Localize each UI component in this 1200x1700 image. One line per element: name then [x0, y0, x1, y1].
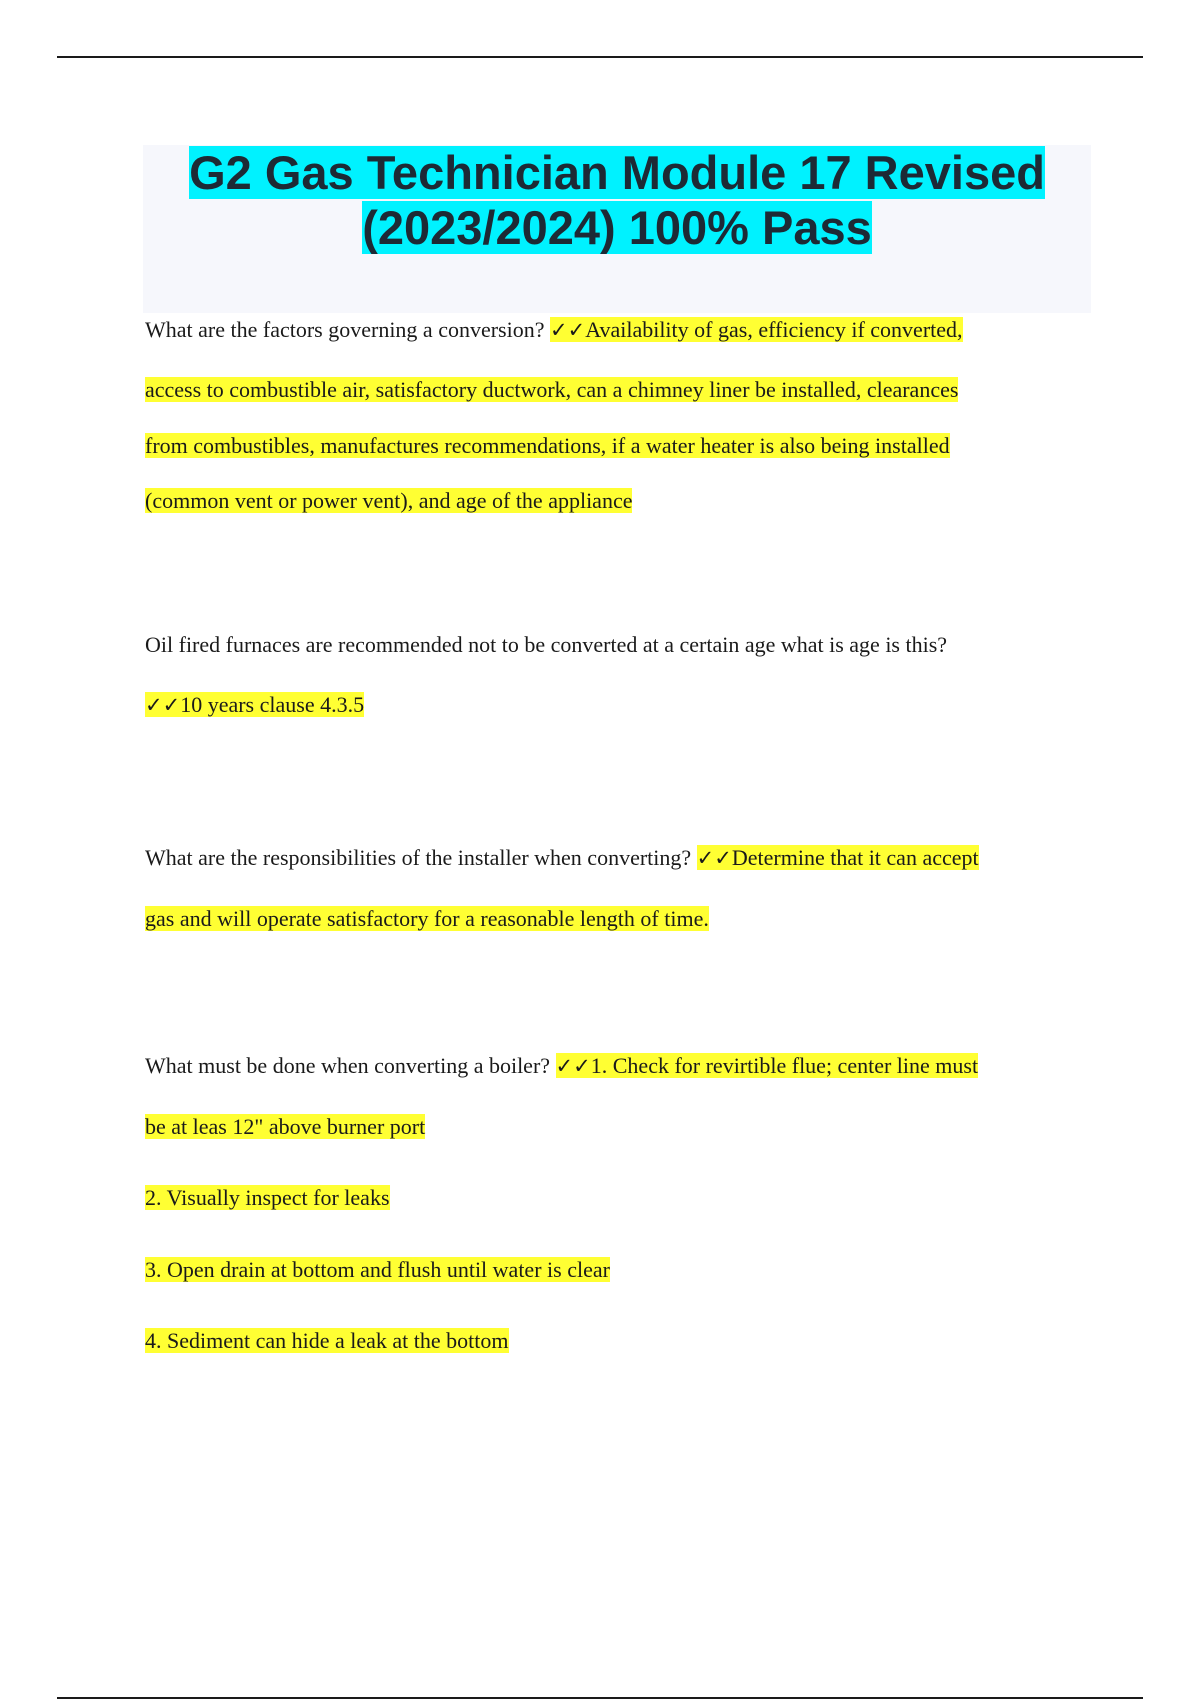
check-icon: ✓✓	[550, 318, 586, 342]
qa-3-line-2	[145, 904, 709, 934]
check-icon: ✓✓	[696, 846, 732, 870]
check-icon: ✓✓	[145, 693, 181, 717]
qa-3-answer-line-1: Determine that it can accept	[731, 845, 979, 870]
qa-1-answer-line-3: from combustibles, manufactures recommendations, if a water heater is also being installed	[145, 433, 950, 458]
qa-4-line-2	[145, 1112, 425, 1142]
title-line-2: (2023/2024) 100% Pass	[362, 201, 872, 254]
qa-2-line-1	[145, 630, 947, 660]
top-rule	[57, 56, 1143, 58]
title-line-1: G2 Gas Technician Module 17 Revised	[189, 146, 1045, 199]
qa-4-answer-line-1: 1. Check for revirtible flue; center line must	[590, 1053, 979, 1078]
qa-4-answer-line-3: 2. Visually inspect for leaks	[145, 1185, 390, 1210]
qa-1-line-1	[145, 315, 963, 345]
qa-2-answer-line-1: 10 years clause 4.3.5	[180, 692, 365, 717]
qa-3-question: What are the responsibilities of the installer when converting?	[145, 845, 692, 870]
qa-1-line-3	[145, 431, 950, 461]
check-icon: ✓✓	[555, 1054, 591, 1078]
qa-1-answer-line-4: (common vent or power vent), and age of the appliance	[145, 488, 633, 513]
qa-2-question: Oil fired furnaces are recommended not to be converted at a certain age what is age is this?	[145, 632, 948, 657]
qa-4-line-5	[145, 1326, 509, 1356]
qa-4-line-1	[145, 1051, 978, 1081]
title-block	[143, 145, 1091, 313]
qa-3-line-1	[145, 843, 979, 873]
qa-4-line-3	[145, 1183, 390, 1213]
qa-1-answer-line-1: Availability of gas, efficiency if converted,	[585, 317, 963, 342]
qa-4-answer-line-5: 4. Sediment can hide a leak at the bottom	[145, 1328, 509, 1353]
qa-1-answer-line-2: access to combustible air, satisfactory ductwork, can a chimney liner be installed, clearances	[145, 377, 959, 402]
document-title	[143, 145, 1091, 255]
qa-4-answer-line-2: be at leas 12" above burner port	[145, 1114, 426, 1139]
bottom-rule	[57, 1697, 1143, 1699]
qa-4-line-4	[145, 1255, 610, 1285]
qa-1-question: What are the factors governing a conversion?	[145, 317, 545, 342]
qa-2-line-2	[145, 690, 364, 720]
qa-1-line-4	[145, 486, 632, 516]
qa-3-answer-line-2: gas and will operate satisfactory for a reasonable length of time.	[145, 906, 709, 931]
qa-4-answer-line-4: 3. Open drain at bottom and flush until water is clear	[145, 1257, 610, 1282]
qa-1-line-2	[145, 375, 958, 405]
qa-4-question: What must be done when converting a boiler?	[145, 1053, 551, 1078]
